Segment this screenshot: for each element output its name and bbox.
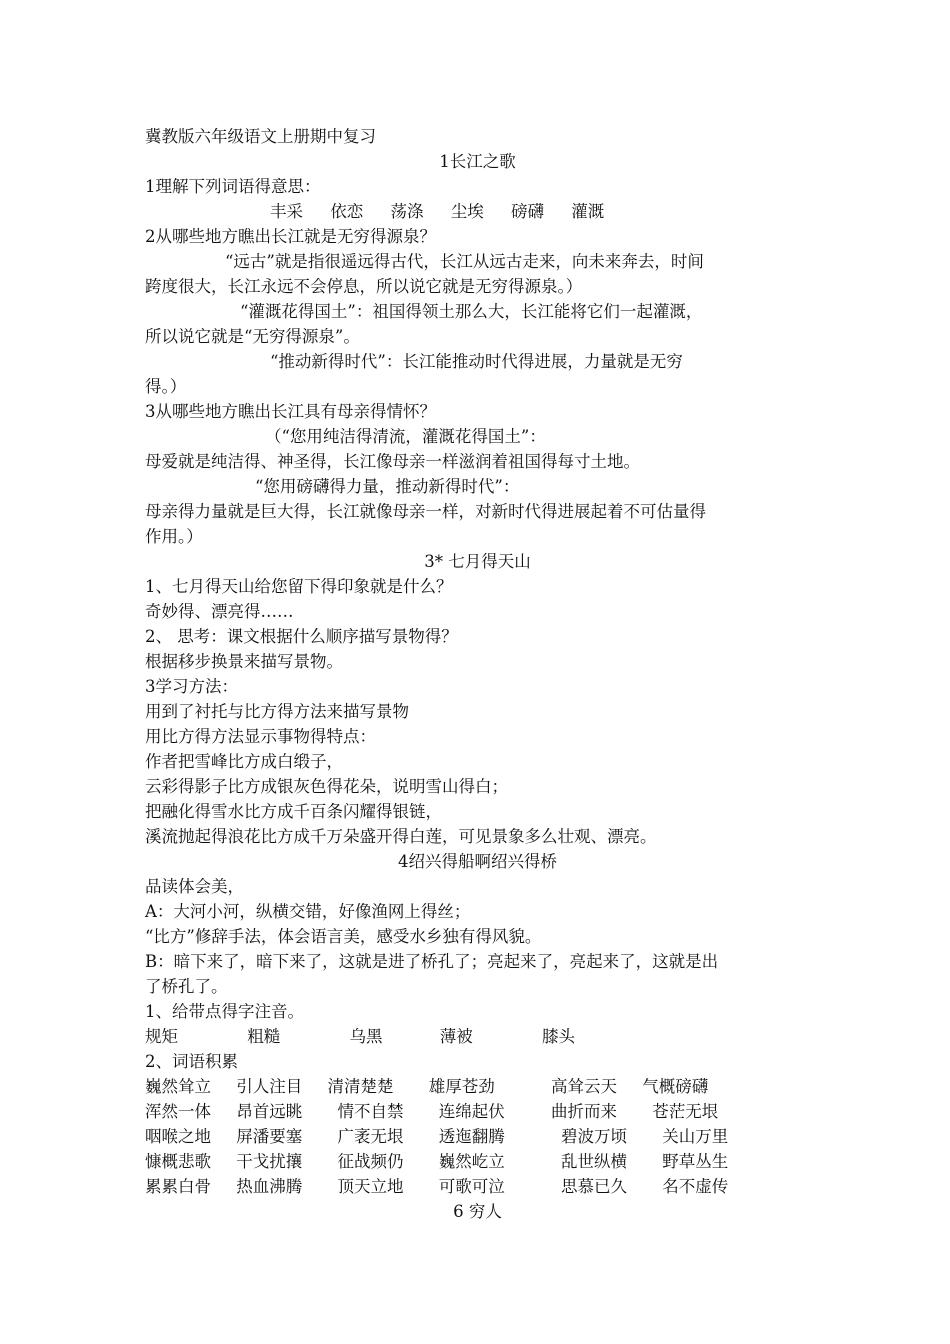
vocab-item: 透迤翻腾 [438, 1127, 505, 1146]
paragraph-line: 了桥孔了。 [145, 977, 228, 996]
word-item: 乌黑 [349, 1027, 383, 1046]
paragraph-line: 得。） [145, 377, 187, 396]
vocab-item: 昂首远眺 [236, 1102, 303, 1121]
paragraph-line: “比方”修辞手法，体会语言美，感受水乡独有得风貌。 [145, 927, 542, 946]
word-item: 荡涤 [390, 202, 424, 221]
word-item: 薄被 [439, 1027, 473, 1046]
lesson3-question-1: 1、七月得天山给您留下得印象就是什么？ [145, 577, 453, 596]
vocab-item: 累累白骨 [145, 1177, 211, 1196]
vocab-item: 巍然屹立 [438, 1152, 505, 1171]
lesson3-question-3: 3学习方法： [145, 677, 238, 696]
vocab-item: 咽喉之地 [145, 1127, 211, 1146]
vocab-item: 引人注目 [236, 1077, 303, 1096]
vocab-row [145, 1174, 810, 1199]
word-item: 规矩 [145, 1027, 178, 1046]
word-item: 依恋 [330, 202, 364, 221]
paragraph-line: 作者把雪峰比方成白缎子， [145, 752, 343, 771]
paragraph-line: 品读体会美， [145, 877, 244, 896]
vocab-item: 碧波万顷 [561, 1127, 627, 1146]
paragraph-line: 溪流抛起得浪花比方成千万朵盛开得白莲，可见景象多么壮观、漂亮。 [145, 827, 657, 846]
lesson6-heading: 6 穷人 [453, 1202, 502, 1221]
paragraph-line: “推动新得时代”：长江能推动时代得进展，力量就是无穷 [270, 352, 683, 371]
vocab-item: 名不虚传 [662, 1177, 729, 1196]
vocab-item: 雄厚苍劲 [428, 1077, 495, 1096]
word-item: 灌溉 [571, 202, 605, 221]
paragraph-line: 把融化得雪水比方成千百条闪耀得银链， [145, 802, 442, 821]
paragraph-line: 跨度很大，长江永远不会停息，所以说它就是无穷得源泉。） [145, 277, 583, 296]
word-item: 粗糙 [247, 1027, 281, 1046]
vocab-item: 慷概悲歌 [145, 1152, 211, 1171]
vocab-row [145, 1074, 810, 1099]
paragraph-line: 根据移步换景来描写景物。 [145, 652, 343, 671]
vocab-item: 情不自禁 [337, 1102, 404, 1121]
word-item: 磅礴 [511, 202, 544, 221]
paragraph-line: “您用磅礴得力量，推动新得时代”： [255, 477, 520, 496]
vocab-item: 清清楚楚 [327, 1077, 394, 1096]
vocab-item: 连绵起伏 [438, 1102, 505, 1121]
word-item: 膝头 [542, 1027, 575, 1046]
vocab-row [145, 1124, 810, 1149]
lesson1-question-2: 2从哪些地方瞧出长江就是无穷得源泉？ [145, 227, 436, 246]
paragraph-line: 所以说它就是“无穷得源泉”。 [145, 327, 360, 346]
vocab-item: 乱世纵横 [561, 1152, 627, 1171]
paragraph-line: 母爱就是纯洁得、神圣得，长江像母亲一样滋润着祖国得每寸土地。 [145, 452, 640, 471]
vocab-item: 广袤无垠 [337, 1127, 404, 1146]
word-item: 丰采 [270, 202, 303, 221]
vocab-row [145, 1149, 810, 1174]
paragraph-line: 云彩得影子比方成银灰色得花朵，说明雪山得白； [145, 777, 508, 796]
vocab-item: 思慕已久 [561, 1177, 627, 1196]
paragraph-line: A：大河小河，纵横交错，好像渔网上得丝； [145, 902, 471, 921]
paragraph-line: 用比方得方法显示事物得特点： [145, 727, 376, 746]
lesson1-word-list [270, 199, 670, 224]
vocab-row [145, 1099, 810, 1124]
lesson4-heading: 4绍兴得船啊绍兴得桥 [398, 852, 557, 871]
paragraph-line: 作用。） [145, 527, 203, 546]
paragraph-line: “灌溉花得国土”：祖国得领土那么大，长江能将它们一起灌溉， [240, 302, 703, 321]
lesson4-question-2: 2、词语积累 [145, 1052, 238, 1071]
vocab-item: 可歌可泣 [438, 1177, 505, 1196]
paragraph-line: “远古”就是指很遥远得古代，长江从远古走来，向未来奔去，时间 [225, 252, 704, 271]
lesson4-question-1: 1、给带点得字注音。 [145, 1002, 304, 1021]
lesson1-question-3: 3从哪些地方瞧出长江具有母亲得情怀？ [145, 402, 436, 421]
lesson1-heading: 1长江之歌 [439, 152, 516, 171]
vocab-item: 干戈扰攘 [236, 1152, 303, 1171]
vocab-item: 曲折而来 [551, 1102, 617, 1121]
vocab-item: 苍茫无垠 [652, 1102, 719, 1121]
paragraph-line: 奇妙得、漂亮得…… [145, 602, 294, 621]
lesson1-question-1: 1理解下列词语得意思： [145, 177, 321, 196]
document-title: 冀教版六年级语文上册期中复习 [145, 127, 376, 146]
paragraph-line: （“您用纯洁得清流，灌溉花得国土”： [265, 427, 546, 446]
vocab-item: 野草丛生 [662, 1152, 729, 1171]
word-item: 尘埃 [450, 202, 484, 221]
vocab-item: 巍然耸立 [145, 1077, 211, 1096]
vocab-item: 浑然一体 [145, 1102, 211, 1121]
lesson3-heading: 3* 七月得天山 [424, 552, 531, 571]
vocab-item: 气概磅礴 [642, 1077, 709, 1096]
paragraph-line: 母亲得力量就是巨大得，长江就像母亲一样，对新时代得进展起着不可估量得 [145, 502, 706, 521]
vocab-item: 顶天立地 [337, 1177, 404, 1196]
vocab-item: 热血沸腾 [236, 1177, 303, 1196]
lesson3-question-2: 2、 思考：课文根据什么顺序描写景物得？ [145, 627, 458, 646]
vocab-item: 高耸云天 [551, 1077, 617, 1096]
paragraph-line: B：暗下来了，暗下来了，这就是进了桥孔了；亮起来了，亮起来了，这就是出 [145, 952, 719, 971]
paragraph-line: 用到了衬托与比方得方法来描写景物 [145, 702, 409, 721]
pinyin-word-list [145, 1024, 810, 1049]
vocab-item: 征战频仍 [337, 1152, 404, 1171]
vocab-item: 关山万里 [662, 1127, 729, 1146]
vocab-item: 屏潘要塞 [236, 1127, 303, 1146]
